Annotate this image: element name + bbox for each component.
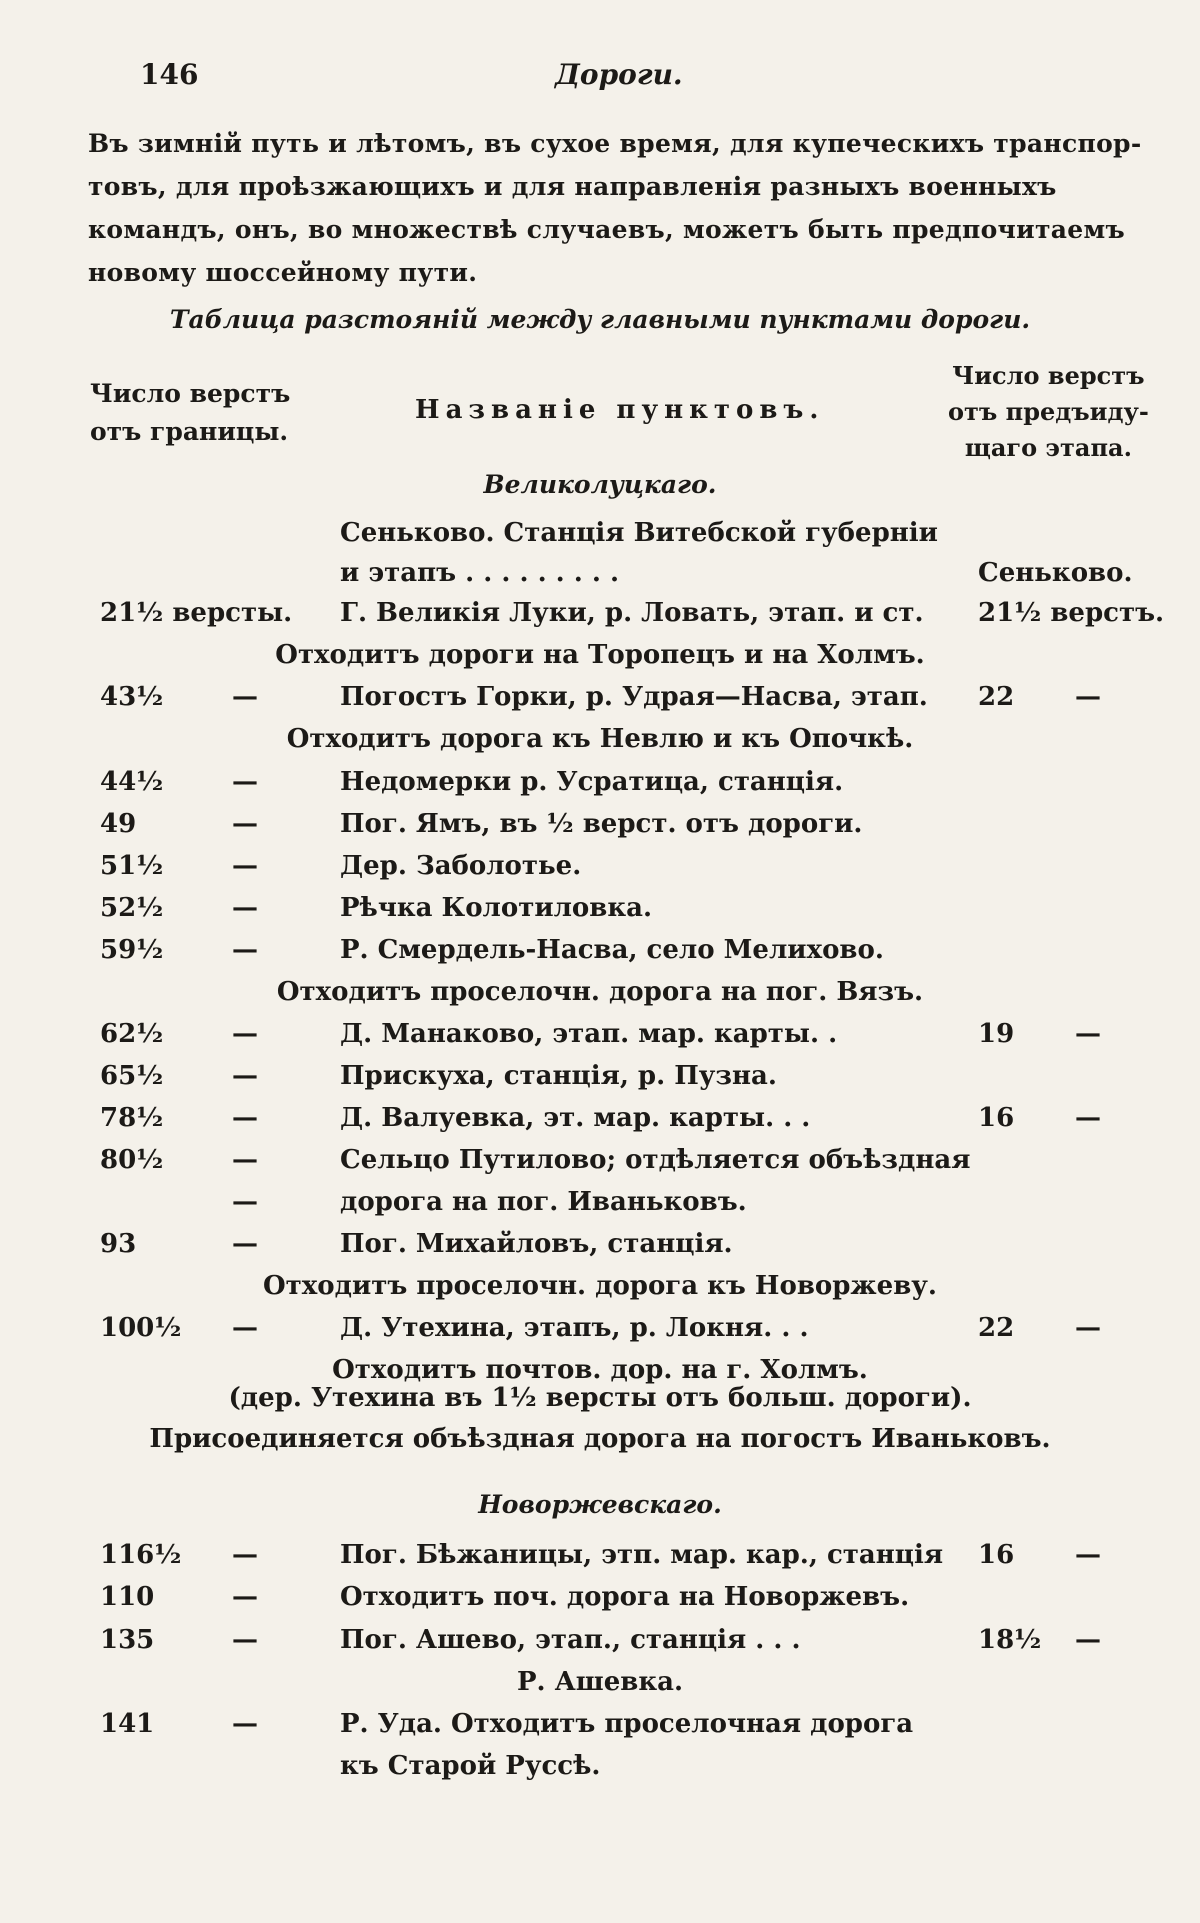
intro-line: новому шоссейному пути. xyxy=(88,258,478,287)
row-dash: — xyxy=(232,1313,258,1343)
row-place-name: Сеньково. Станція Витебской губерніи xyxy=(340,518,938,548)
row-place-name: дорога на пог. Иваньковъ. xyxy=(340,1187,747,1217)
row-stage-distance: 21½ верстъ. xyxy=(978,598,1165,628)
row-stage-distance: 16 xyxy=(978,1103,1015,1133)
header-right-line: отъ предъиду- xyxy=(948,397,1149,426)
header-right-line: Число верстъ xyxy=(952,361,1145,390)
row-from-value: 78½ xyxy=(100,1103,164,1133)
running-head: Дороги. xyxy=(555,58,683,91)
row-dash: — xyxy=(232,1540,258,1570)
row-from-value: 100½ xyxy=(100,1313,182,1343)
row-dash: — xyxy=(232,682,258,712)
intro-line: командъ, онъ, во множествѣ случаевъ, можетъ быть предпочитаемъ xyxy=(88,215,1125,244)
table-note: Присоединяется объѣздная дорога на погостъ Иваньковъ. xyxy=(149,1424,1051,1454)
row-from-value: 80½ xyxy=(100,1145,164,1175)
row-dash: — xyxy=(232,851,258,881)
row-place-name: Пог. Ямъ, въ ½ верст. отъ дороги. xyxy=(340,809,863,839)
row-dash: — xyxy=(232,767,258,797)
row-place-name: Отходитъ дороги на Торопецъ и на Холмъ. xyxy=(275,640,925,670)
table-row xyxy=(0,851,1200,891)
row-dash: — xyxy=(1075,682,1101,712)
row-from-value: 59½ xyxy=(100,935,164,965)
row-dash: — xyxy=(232,1709,258,1739)
table-row xyxy=(0,558,1200,598)
header-middle: Названіе пунктовъ. xyxy=(415,395,825,425)
table-row xyxy=(0,1540,1200,1580)
table-note: (дер. Утехина въ 1½ версты отъ больш. дороги). xyxy=(228,1383,972,1413)
row-dash: — xyxy=(232,1625,258,1655)
table-row xyxy=(0,724,1200,764)
section-title: Новоржевскаго. xyxy=(478,1490,722,1519)
row-place-name: Отходитъ проселочн. дорога на пог. Вязъ. xyxy=(276,977,924,1007)
row-from-value: 135 xyxy=(100,1625,155,1655)
row-from-value: 65½ xyxy=(100,1061,164,1091)
row-place-name: Пог. Ашево, этап., станція . . . xyxy=(340,1625,801,1655)
table-row xyxy=(0,1625,1200,1665)
row-place-name: Р. Уда. Отходитъ проселочная дорога xyxy=(340,1709,914,1739)
row-from-value: 21½ версты. xyxy=(100,598,293,628)
table-row xyxy=(0,682,1200,722)
row-from-value: 52½ xyxy=(100,893,164,923)
row-from-value: 44½ xyxy=(100,767,164,797)
row-from-value: 51½ xyxy=(100,851,164,881)
row-place-name: къ Старой Руссѣ. xyxy=(340,1751,601,1781)
row-dash: — xyxy=(1075,1103,1101,1133)
table-row xyxy=(0,893,1200,933)
table-row xyxy=(0,1582,1200,1622)
row-place-name: Р. Смердель-Насва, село Мелихово. xyxy=(340,935,884,965)
row-place-name: Недомерки р. Усратица, станція. xyxy=(340,767,844,797)
intro-paragraph xyxy=(88,122,1154,294)
row-dash: — xyxy=(1075,1313,1101,1343)
table-row xyxy=(0,977,1200,1017)
table-row xyxy=(0,1229,1200,1269)
row-dash: — xyxy=(1075,1019,1101,1049)
row-dash: — xyxy=(232,1103,258,1133)
row-stage-distance: Сеньково. xyxy=(978,558,1133,588)
row-place-name: Отходитъ проселочн. дорога къ Новоржеву. xyxy=(263,1271,937,1301)
row-dash: — xyxy=(232,935,258,965)
table-row xyxy=(0,1751,1200,1791)
row-dash: — xyxy=(1075,1625,1101,1655)
row-from-value: 110 xyxy=(100,1582,155,1612)
row-place-name: Д. Манаково, этап. мар. карты. . xyxy=(340,1019,838,1049)
table-row xyxy=(0,1103,1200,1143)
section-title: Великолуцкаго. xyxy=(483,470,717,499)
row-from-value: 141 xyxy=(100,1709,155,1739)
row-place-name: Отходитъ дорога къ Невлю и къ Опочкѣ. xyxy=(286,724,914,754)
table-row xyxy=(0,1019,1200,1059)
row-place-name: Пог. Михайловъ, станція. xyxy=(340,1229,733,1259)
intro-line: Въ зимній путь и лѣтомъ, въ сухое время, для купеческихъ транспор- xyxy=(88,129,1142,158)
row-stage-distance: 18½ xyxy=(978,1625,1042,1655)
header-right xyxy=(948,358,1149,466)
table-row xyxy=(0,809,1200,849)
row-from-value: 116½ xyxy=(100,1540,182,1570)
row-dash: — xyxy=(232,1019,258,1049)
row-dash: — xyxy=(232,809,258,839)
header-left xyxy=(90,375,290,451)
row-place-name: Отходитъ поч. дорога на Новоржевъ. xyxy=(340,1582,910,1612)
table-row xyxy=(0,1187,1200,1227)
table-row xyxy=(0,1145,1200,1185)
row-place-name: Сельцо Путилово; отдѣляется объѣздная xyxy=(340,1145,971,1175)
header-right-line: щаго этапа. xyxy=(964,433,1132,462)
intro-line: товъ, для проѣзжающихъ и для направленія разныхъ военныхъ xyxy=(88,172,1057,201)
row-stage-distance: 22 xyxy=(978,682,1015,712)
row-dash: — xyxy=(232,893,258,923)
table-row xyxy=(0,935,1200,975)
row-dash: — xyxy=(232,1187,258,1217)
row-place-name: Г. Великія Луки, р. Ловать, этап. и ст. xyxy=(340,598,924,628)
row-from-value: 62½ xyxy=(100,1019,164,1049)
row-stage-distance: 19 xyxy=(978,1019,1015,1049)
table-row xyxy=(0,767,1200,807)
row-from-value: 93 xyxy=(100,1229,137,1259)
row-dash: — xyxy=(232,1061,258,1091)
row-place-name: Р. Ашевка. xyxy=(516,1667,684,1697)
header-left-line: Число верстъ xyxy=(90,379,291,408)
table-row xyxy=(0,1667,1200,1707)
row-stage-distance: 16 xyxy=(978,1540,1015,1570)
table-row xyxy=(0,640,1200,680)
row-dash: — xyxy=(1075,1540,1101,1570)
table-row xyxy=(0,1313,1200,1353)
row-place-name: Дер. Заболотье. xyxy=(340,851,582,881)
table-title: Таблица разстояній между главными пунктами дороги. xyxy=(169,305,1031,334)
header-left-line: отъ границы. xyxy=(90,417,289,446)
row-place-name: Д. Валуевка, эт. мар. карты. . . xyxy=(340,1103,811,1133)
table-row xyxy=(0,1709,1200,1749)
page-number: 146 xyxy=(140,58,199,91)
table-row xyxy=(0,598,1200,638)
row-place-name: Д. Утехина, этапъ, р. Локня. . . xyxy=(340,1313,809,1343)
table-row xyxy=(0,1271,1200,1311)
row-dash: — xyxy=(232,1582,258,1612)
table-row xyxy=(0,1061,1200,1101)
row-place-name: Погостъ Горки, р. Удрая—Насва, этап. xyxy=(340,682,928,712)
row-place-name: и этапъ . . . . . . . . . xyxy=(340,558,620,588)
row-dash: — xyxy=(232,1145,258,1175)
row-from-value: 49 xyxy=(100,809,137,839)
row-place-name: Прискуха, станція, р. Пузна. xyxy=(340,1061,777,1091)
table-row xyxy=(0,518,1200,558)
row-stage-distance: 22 xyxy=(978,1313,1015,1343)
row-dash: — xyxy=(232,1229,258,1259)
row-place-name: Пог. Бѣжаницы, этп. мар. кар., станція xyxy=(340,1540,944,1570)
row-place-name: Рѣчка Колотиловка. xyxy=(340,893,653,923)
row-place-name: Отходитъ почтов. дор. на г. Холмъ. xyxy=(332,1355,868,1385)
row-from-value: 43½ xyxy=(100,682,164,712)
